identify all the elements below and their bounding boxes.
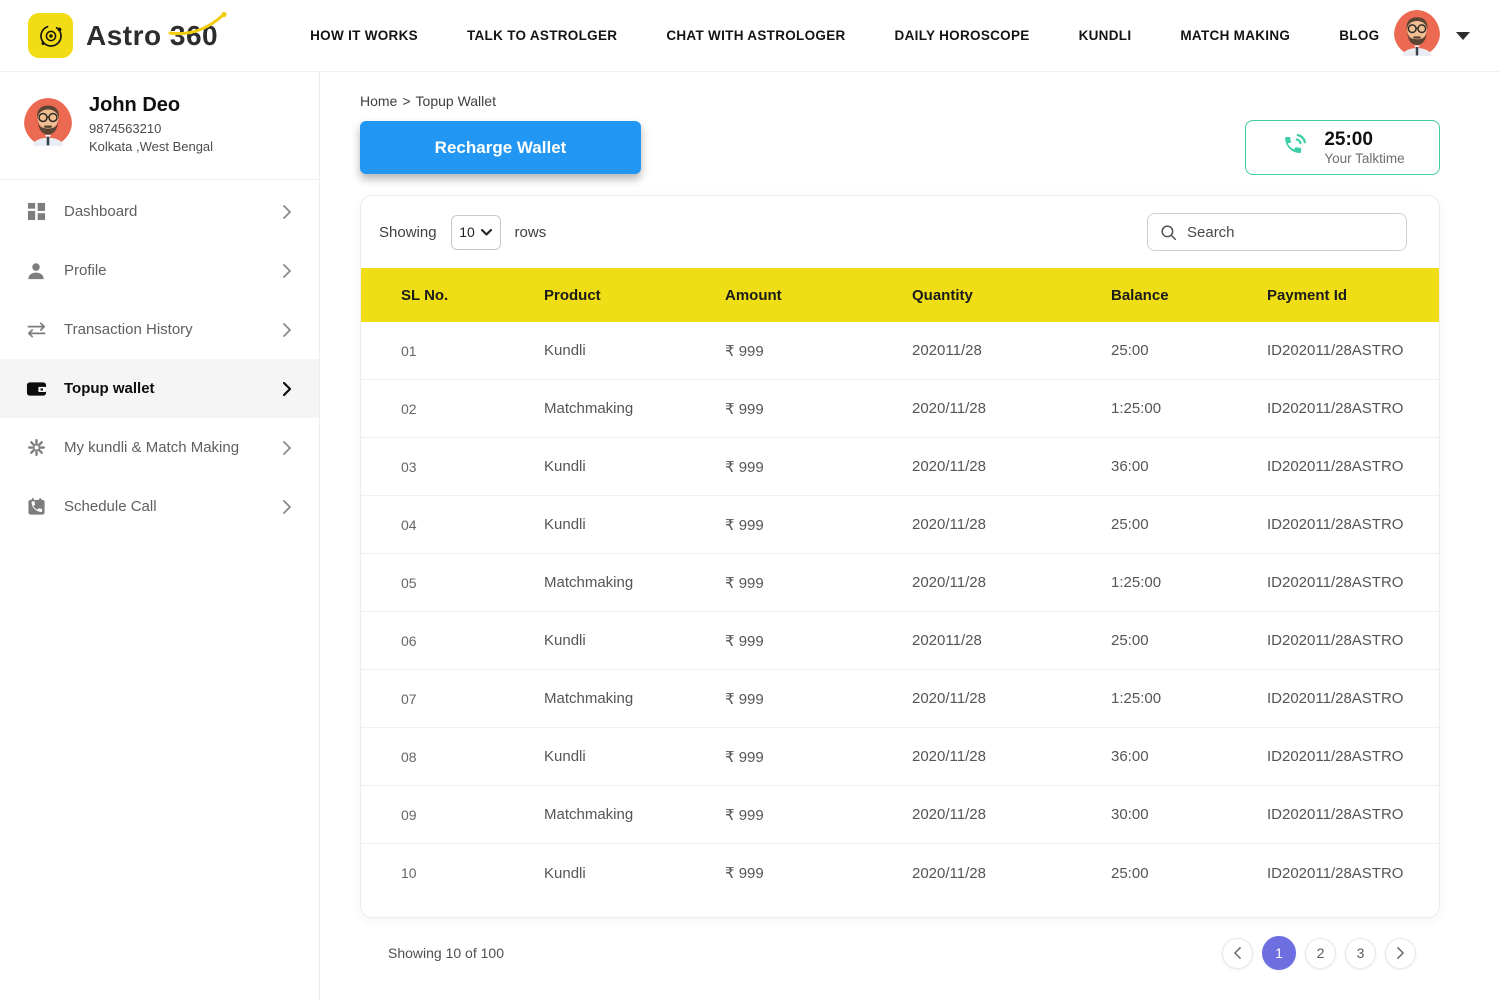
sidebar-item-kundli-match-making[interactable] bbox=[0, 418, 319, 477]
schedule-call-icon bbox=[24, 497, 48, 516]
chevron-right-icon bbox=[283, 323, 291, 337]
talktime-value: 25:00 bbox=[1324, 129, 1373, 151]
pagination-next-button[interactable] bbox=[1385, 938, 1416, 969]
sidebar-item-schedule-call[interactable] bbox=[0, 477, 319, 536]
pagination-page-button[interactable]: 1 bbox=[1262, 936, 1296, 970]
wallet-icon bbox=[24, 380, 48, 398]
chevron-right-icon bbox=[283, 205, 291, 219]
sidebar-item-label: My kundli & Match Making bbox=[64, 439, 240, 457]
table-cell: ₹ 999 bbox=[725, 690, 764, 708]
brand-name: Astro 360 bbox=[86, 19, 219, 51]
page-size-value: 10 bbox=[459, 224, 475, 240]
table-row bbox=[361, 322, 1439, 380]
chevron-left-icon bbox=[1234, 947, 1241, 959]
table-cell: 2020/11/28 bbox=[912, 516, 986, 533]
brand-swoosh-decoration bbox=[166, 10, 230, 36]
table-cell: ₹ 999 bbox=[725, 632, 764, 650]
column-header: Balance bbox=[1111, 286, 1169, 304]
pagination-page-button[interactable]: 2 bbox=[1305, 938, 1336, 969]
table-cell: 04 bbox=[401, 516, 417, 533]
table-cell: 2020/11/28 bbox=[912, 458, 986, 475]
table-cell: 25:00 bbox=[1111, 516, 1149, 533]
table-cell: 202011/28 bbox=[912, 342, 982, 359]
sidebar-menu bbox=[0, 180, 319, 536]
column-header: SL No. bbox=[401, 286, 449, 304]
account-menu[interactable] bbox=[1394, 10, 1470, 61]
table-cell: ID202011/28ASTRO bbox=[1267, 458, 1404, 475]
table-cell: 25:00 bbox=[1111, 864, 1149, 882]
table-row bbox=[361, 554, 1439, 612]
user-name: John Deo bbox=[89, 94, 181, 116]
table-row bbox=[361, 438, 1439, 496]
user-phone: 9874563210 bbox=[89, 121, 162, 136]
search-icon bbox=[1160, 224, 1177, 241]
chevron-down-icon bbox=[481, 229, 492, 236]
nav-item[interactable]: HOW IT WORKS bbox=[310, 28, 418, 43]
pagination bbox=[1222, 936, 1416, 970]
sidebar-item-dashboard[interactable] bbox=[0, 182, 319, 241]
table-cell: 2020/11/28 bbox=[912, 806, 986, 823]
table-cell: ₹ 999 bbox=[725, 574, 764, 592]
table-cell: 30:00 bbox=[1111, 806, 1149, 823]
table-cell: 25:00 bbox=[1111, 632, 1149, 649]
table-cell: 01 bbox=[401, 342, 417, 359]
pinwheel-icon bbox=[24, 438, 48, 457]
column-header: Product bbox=[544, 286, 601, 304]
pagination-prev-button[interactable] bbox=[1222, 938, 1253, 969]
chevron-right-icon bbox=[283, 382, 291, 396]
table-row bbox=[361, 670, 1439, 728]
sidebar-item-label: Profile bbox=[64, 262, 107, 280]
table-cell: ₹ 999 bbox=[725, 748, 764, 766]
table-cell: 10 bbox=[401, 865, 417, 881]
phone-talktime-icon bbox=[1280, 130, 1310, 165]
table-cell: ₹ 999 bbox=[725, 516, 764, 534]
table-controls bbox=[361, 196, 1439, 268]
results-summary: Showing 10 of 100 bbox=[388, 945, 504, 961]
table-cell: ₹ 999 bbox=[725, 400, 764, 418]
table-cell: ID202011/28ASTRO bbox=[1267, 864, 1404, 882]
nav-item[interactable]: CHAT WITH ASTROLOGER bbox=[666, 28, 846, 43]
chevron-right-icon bbox=[283, 264, 291, 278]
pagination-page-button[interactable]: 3 bbox=[1345, 938, 1376, 969]
breadcrumb-current: Topup Wallet bbox=[415, 93, 496, 109]
table-cell: 09 bbox=[401, 806, 417, 823]
table-cell: ID202011/28ASTRO bbox=[1267, 342, 1404, 359]
chevron-right-icon bbox=[283, 441, 291, 455]
page-size-select[interactable] bbox=[451, 215, 501, 250]
recharge-wallet-button[interactable]: Recharge Wallet bbox=[360, 121, 641, 174]
table-cell: ID202011/28ASTRO bbox=[1267, 632, 1404, 649]
table-cell: 1:25:00 bbox=[1111, 400, 1162, 417]
table-row bbox=[361, 844, 1439, 902]
table-cell: Matchmaking bbox=[544, 690, 634, 707]
table-cell: Kundli bbox=[544, 748, 586, 765]
sidebar-item-label: Schedule Call bbox=[64, 498, 157, 516]
profile-icon bbox=[24, 262, 48, 280]
nav-menu bbox=[310, 28, 1379, 43]
column-header: Payment Id bbox=[1267, 286, 1348, 304]
sidebar-item-label: Transaction History bbox=[64, 321, 193, 339]
table-row bbox=[361, 612, 1439, 670]
rows-label: rows bbox=[514, 223, 547, 241]
table-cell: 02 bbox=[401, 400, 417, 417]
dashboard-icon bbox=[24, 202, 48, 221]
table-cell: ₹ 999 bbox=[725, 865, 764, 882]
table-body bbox=[361, 322, 1439, 902]
table-cell: ID202011/28ASTRO bbox=[1267, 690, 1404, 707]
table-cell: Kundli bbox=[544, 632, 586, 649]
column-header: Quantity bbox=[912, 286, 973, 304]
breadcrumb-separator: > bbox=[402, 93, 411, 109]
table-cell: 05 bbox=[401, 574, 417, 591]
astro360-logo-icon bbox=[28, 13, 73, 58]
table-cell: 2020/11/28 bbox=[912, 400, 986, 417]
table-cell: 2020/11/28 bbox=[912, 748, 986, 765]
nav-item[interactable]: MATCH MAKING bbox=[1180, 28, 1291, 43]
breadcrumb bbox=[360, 93, 1440, 109]
sidebar-item-profile[interactable] bbox=[0, 241, 319, 300]
table-row bbox=[361, 380, 1439, 438]
sidebar-item-label: Topup wallet bbox=[64, 380, 155, 398]
table-cell: Kundli bbox=[544, 458, 586, 475]
search-input[interactable] bbox=[1187, 224, 1394, 241]
table-cell: 08 bbox=[401, 748, 417, 765]
table-cell: 2020/11/28 bbox=[912, 864, 986, 882]
nav-item[interactable]: TALK TO ASTROLGER bbox=[466, 28, 618, 43]
table-cell: 03 bbox=[401, 458, 417, 475]
nav-item[interactable]: BLOG bbox=[1339, 28, 1380, 43]
table-cell: ₹ 999 bbox=[725, 458, 764, 476]
table-row bbox=[361, 786, 1439, 844]
table-cell: Kundli bbox=[544, 342, 586, 359]
table-cell: ID202011/28ASTRO bbox=[1267, 574, 1404, 591]
talktime-label: Your Talktime bbox=[1324, 150, 1405, 166]
main-content bbox=[320, 72, 1500, 1000]
account-dropdown-caret-icon[interactable] bbox=[1456, 32, 1470, 40]
table-cell: 2020/11/28 bbox=[912, 574, 986, 591]
breadcrumb-home[interactable]: Home bbox=[360, 93, 398, 109]
table-cell: 25:00 bbox=[1111, 342, 1149, 359]
table-cell: ID202011/28ASTRO bbox=[1267, 748, 1404, 765]
pagination-pages bbox=[1262, 936, 1376, 970]
transfer-arrows-icon bbox=[24, 322, 48, 338]
table-cell: ID202011/28ASTRO bbox=[1267, 400, 1404, 417]
sidebar-item-topup-wallet[interactable] bbox=[0, 359, 319, 418]
sidebar-profile bbox=[0, 72, 319, 180]
table-cell: ₹ 999 bbox=[725, 806, 764, 824]
table-cell: 1:25:00 bbox=[1111, 574, 1162, 591]
table-cell: 202011/28 bbox=[912, 632, 982, 649]
sidebar-item-label: Dashboard bbox=[64, 203, 138, 221]
table-header-row bbox=[361, 268, 1439, 322]
table-cell: 07 bbox=[401, 690, 417, 707]
chevron-right-icon bbox=[283, 500, 291, 514]
table-cell: 06 bbox=[401, 632, 417, 649]
nav-item[interactable]: KUNDLI bbox=[1078, 28, 1132, 43]
table-cell: Matchmaking bbox=[544, 400, 634, 417]
showing-label: Showing bbox=[379, 223, 437, 241]
table-cell: ID202011/28ASTRO bbox=[1267, 516, 1404, 533]
table-cell: Matchmaking bbox=[544, 574, 634, 591]
table-cell: 2020/11/28 bbox=[912, 690, 986, 707]
table-row bbox=[361, 496, 1439, 554]
sidebar bbox=[0, 72, 320, 1000]
brand-logo[interactable] bbox=[28, 13, 218, 58]
search-box[interactable] bbox=[1147, 213, 1407, 251]
table-cell: ₹ 999 bbox=[725, 342, 764, 360]
table-cell: 36:00 bbox=[1111, 748, 1149, 765]
chevron-right-icon bbox=[1397, 947, 1404, 959]
sidebar-item-transaction-history[interactable] bbox=[0, 300, 319, 359]
table-cell: Kundli bbox=[544, 864, 586, 882]
table-row bbox=[361, 728, 1439, 786]
talktime-card bbox=[1245, 120, 1440, 175]
table-cell: Kundli bbox=[544, 516, 586, 533]
user-avatar[interactable] bbox=[1394, 10, 1440, 61]
table-cell: ID202011/28ASTRO bbox=[1267, 806, 1404, 823]
table-cell: 36:00 bbox=[1111, 458, 1149, 475]
table-cell: 1:25:00 bbox=[1111, 690, 1162, 707]
topup-table-card bbox=[360, 195, 1440, 918]
top-header bbox=[0, 0, 1500, 72]
profile-avatar bbox=[24, 98, 72, 151]
user-location: Kolkata ,West Bengal bbox=[89, 138, 214, 154]
table-footer bbox=[360, 936, 1440, 970]
table-cell: Matchmaking bbox=[544, 806, 634, 823]
column-header: Amount bbox=[725, 286, 782, 304]
nav-item[interactable]: DAILY HOROSCOPE bbox=[894, 28, 1030, 43]
